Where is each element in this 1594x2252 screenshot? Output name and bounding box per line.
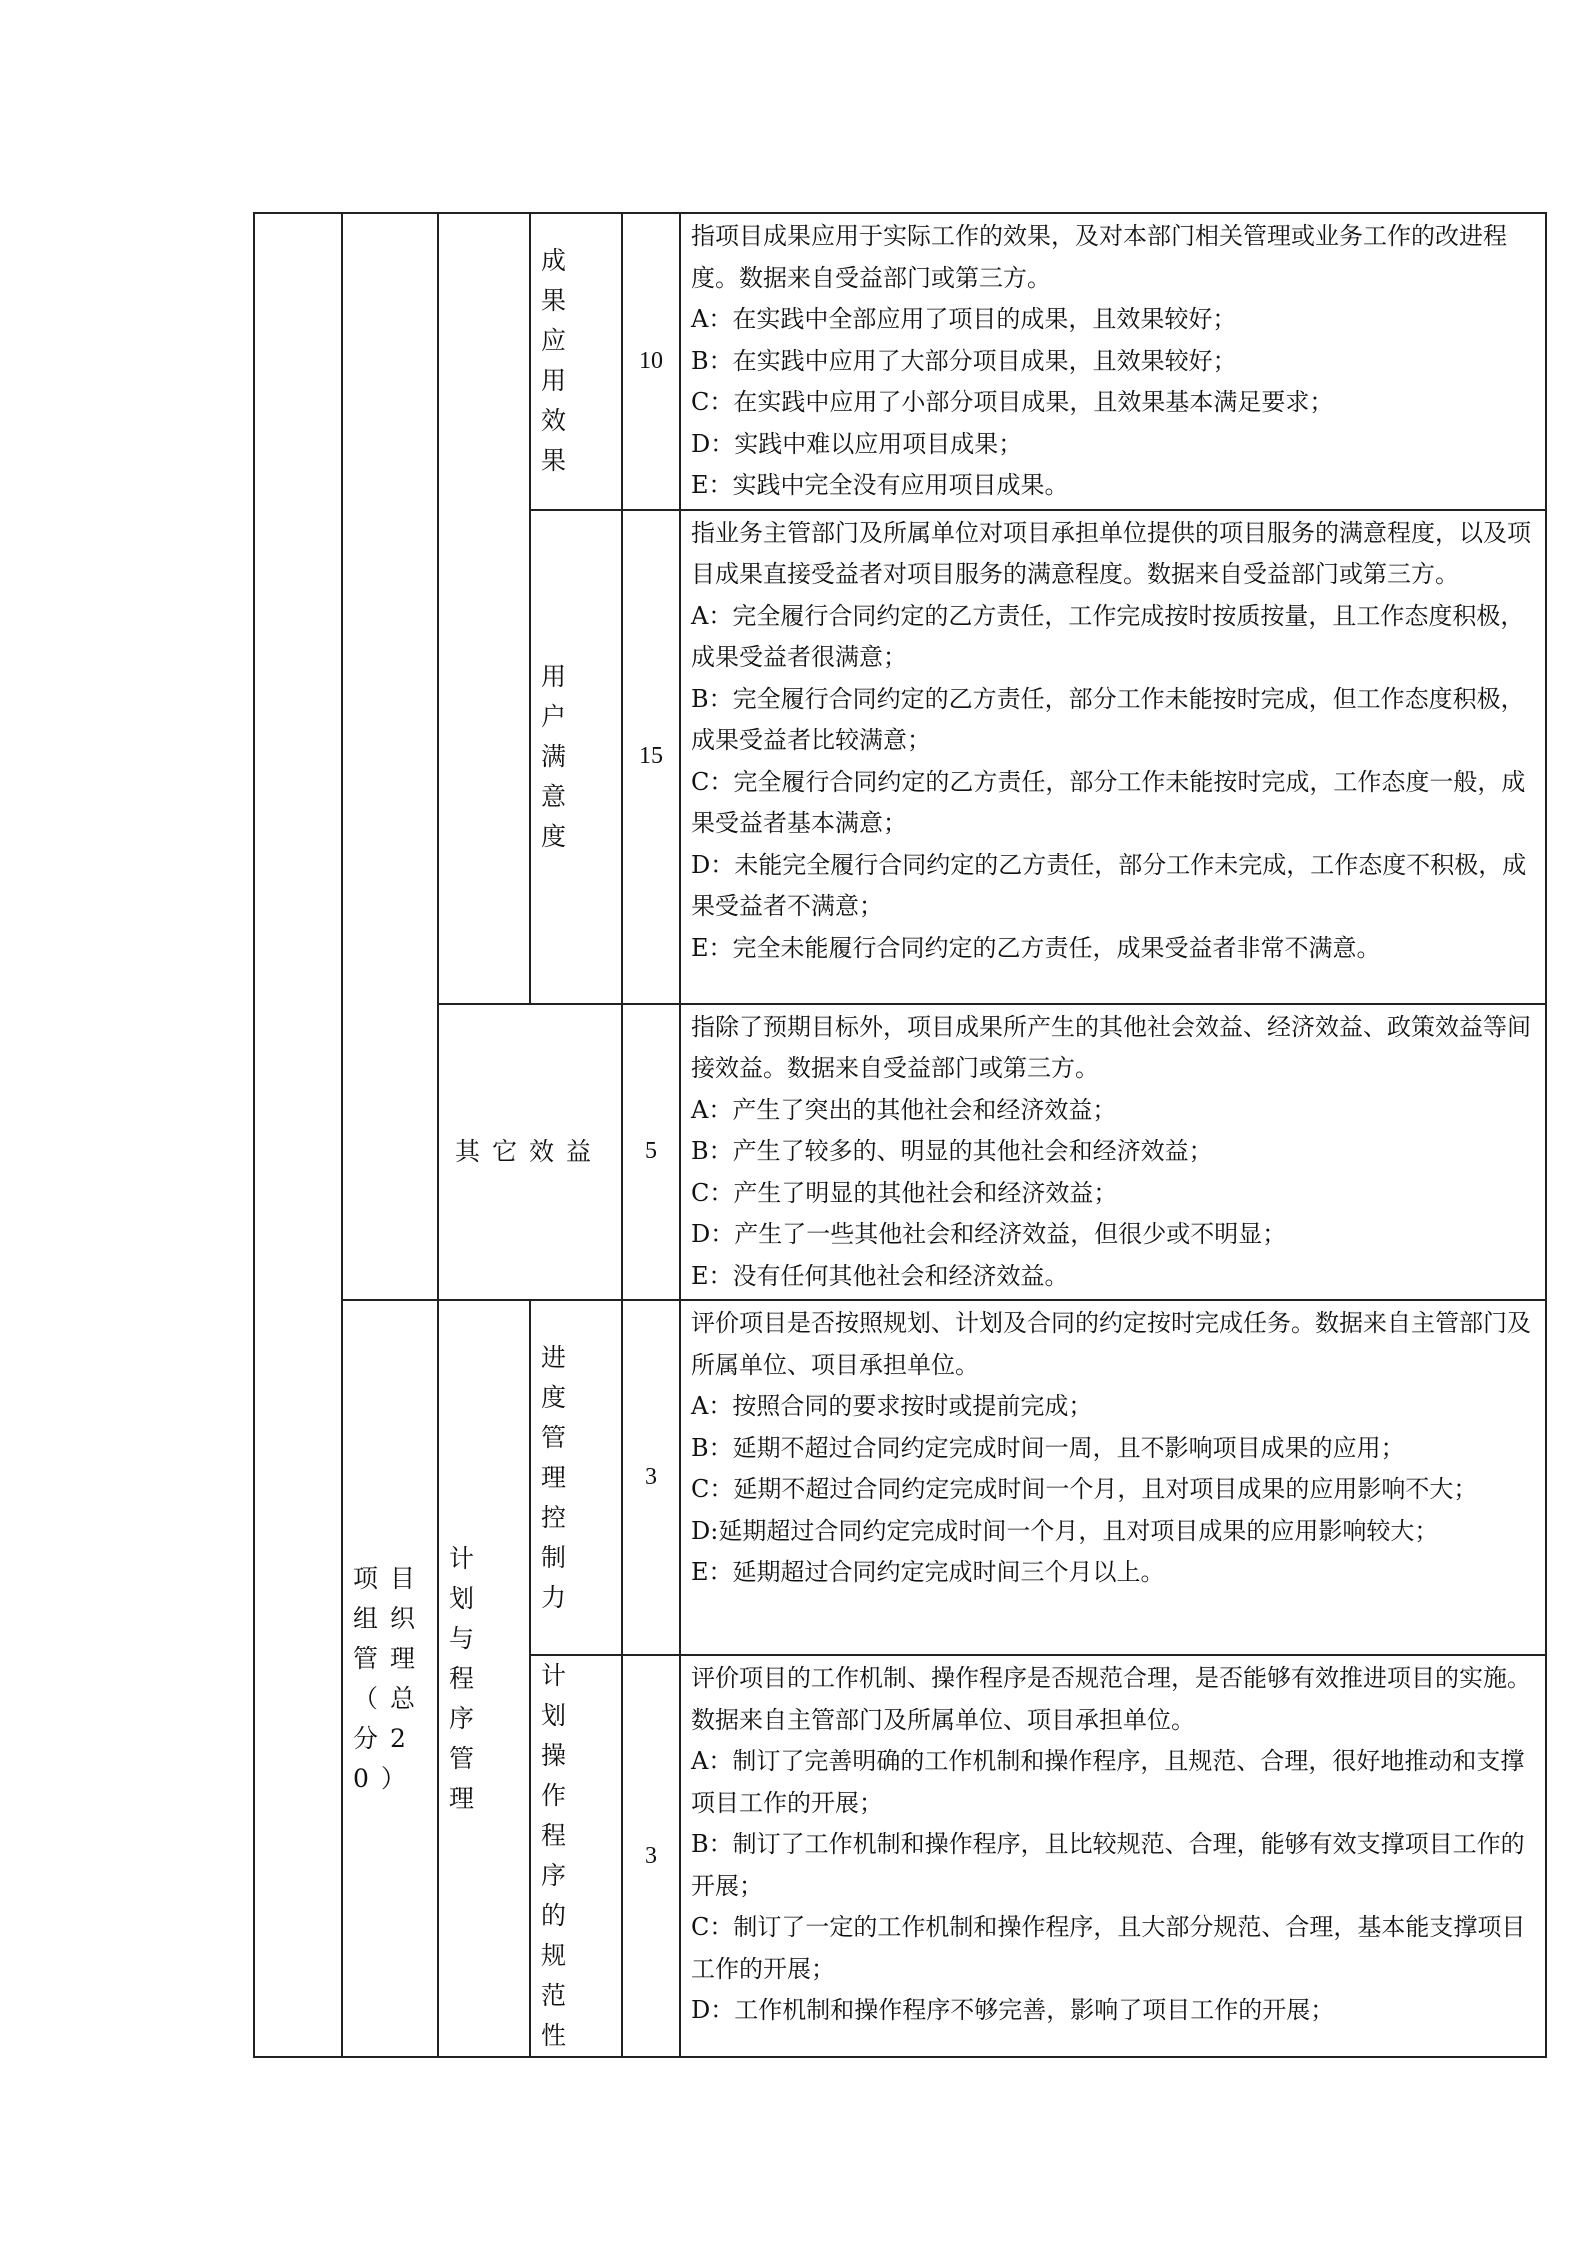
description-line: B：完全履行合同约定的乙方责任，部分工作未能按时完成，但工作态度积极，成果受益者比较满意； [691, 684, 1525, 754]
description-cell [680, 510, 1546, 1004]
score-cell: 5 [622, 1004, 680, 1301]
score-cell: 10 [622, 213, 680, 510]
table-row [254, 1300, 1546, 1655]
description-line: D:延期超过合同约定完成时间一个月，且对项目成果的应用影响较大； [691, 1516, 1439, 1545]
description-line: 指业务主管部门及所属单位对项目承担单位提供的项目服务的满意程度，以及项目成果直接受益者对项目服务的满意程度。数据来自受益部门或第三方。 [691, 518, 1531, 588]
level2-cell [342, 213, 438, 1300]
description-line: E：实践中完全没有应用项目成果。 [691, 471, 1069, 499]
table-row [254, 1004, 1546, 1301]
description-line: A：按照合同的要求按时或提前完成； [691, 1392, 1093, 1420]
score-cell: 3 [622, 1655, 680, 2057]
description-cell [680, 213, 1546, 510]
level3-cell [438, 213, 530, 1004]
description-line: D：工作机制和操作程序不够完善，影响了项目工作的开展； [691, 1996, 1335, 2024]
indicator-cell: 成果应用效果 [530, 213, 622, 510]
description-line: 指除了预期目标外，项目成果所产生的其他社会效益、经济效益、政策效益等间接效益。数据来自受益部门或第三方。 [691, 1012, 1531, 1082]
description-line: C：完全履行合同约定的乙方责任，部分工作未能按时完成，工作态度一般，成果受益者基本满意； [691, 767, 1526, 837]
description-line: B：延期不超过合同约定完成时间一周，且不影响项目成果的应用； [691, 1433, 1405, 1462]
description-line: B：制订了工作机制和操作程序，且比较规范、合理，能够有效支撑项目工作的开展； [691, 1830, 1525, 1900]
indicator-cell: 计划操作程序的规范性 [530, 1655, 622, 2057]
indicator-cell: 其它效益 [438, 1004, 622, 1301]
description-line: D：产生了一些其他社会和经济效益，但很少或不明显； [691, 1220, 1287, 1248]
description-line: C：制订了一定的工作机制和操作程序，且大部分规范、合理，基本能支撑项目工作的开展； [691, 1913, 1526, 1983]
subcategory-cell: 计划与程序管理 [438, 1300, 530, 2057]
description-line: E：延期超过合同约定完成时间三个月以上。 [691, 1558, 1165, 1586]
description-line: 指项目成果应用于实际工作的效果，及对本部门相关管理或业务工作的改进程度。数据来自受益部门或第三方。 [691, 222, 1507, 292]
description-line: C：产生了明显的其他社会和经济效益； [691, 1178, 1118, 1207]
score-cell: 15 [622, 510, 680, 1004]
indicator-cell: 进度管理控制力 [530, 1300, 622, 1655]
description-line: B：产生了较多的、明显的其他社会和经济效益； [691, 1137, 1213, 1165]
description-cell [680, 1004, 1546, 1301]
score-cell: 3 [622, 1300, 680, 1655]
description-line: A：制订了完善明确的工作机制和操作程序，且规范、合理，很好地推动和支撑项目工作的开展； [691, 1747, 1525, 1817]
description-line: D：实践中难以应用项目成果； [691, 429, 1023, 458]
description-line: A：在实践中全部应用了项目的成果，且效果较好； [691, 305, 1237, 333]
category-cell: 项目组织管理（总分20） [342, 1300, 438, 2057]
description-cell [680, 1655, 1546, 2057]
description-line: B：在实践中应用了大部分项目成果，且效果较好； [691, 346, 1237, 375]
table-row [254, 213, 1546, 510]
evaluation-table [253, 212, 1547, 2058]
description-line: C：延期不超过合同约定完成时间一个月，且对项目成果的应用影响不大； [691, 1475, 1478, 1503]
description-line: A：完全履行合同约定的乙方责任，工作完成按时按质按量，且工作态度积极，成果受益者很满意； [691, 601, 1525, 671]
description-line: C：在实践中应用了小部分项目成果，且效果基本满足要求； [691, 388, 1334, 416]
description-cell [680, 1300, 1546, 1655]
description-line: A：产生了突出的其他社会和经济效益； [691, 1095, 1117, 1124]
description-line: E：完全未能履行合同约定的乙方责任，成果受益者非常不满意。 [691, 933, 1381, 962]
description-line: 评价项目是否按照规划、计划及合同的约定按时完成任务。数据来自主管部门及所属单位、项目承担单位。 [691, 1309, 1531, 1379]
level1-cell [254, 213, 342, 2057]
description-line: D：未能完全履行合同约定的乙方责任，部分工作未完成，工作态度不积极，成果受益者不满意； [691, 850, 1527, 920]
description-line: 评价项目的工作机制、操作程序是否规范合理，是否能够有效推进项目的实施。数据来自主管部门及所属单位、项目承担单位。 [691, 1664, 1531, 1734]
indicator-cell: 用户满意度 [530, 510, 622, 1004]
description-line: E：没有任何其他社会和经济效益。 [691, 1261, 1069, 1290]
